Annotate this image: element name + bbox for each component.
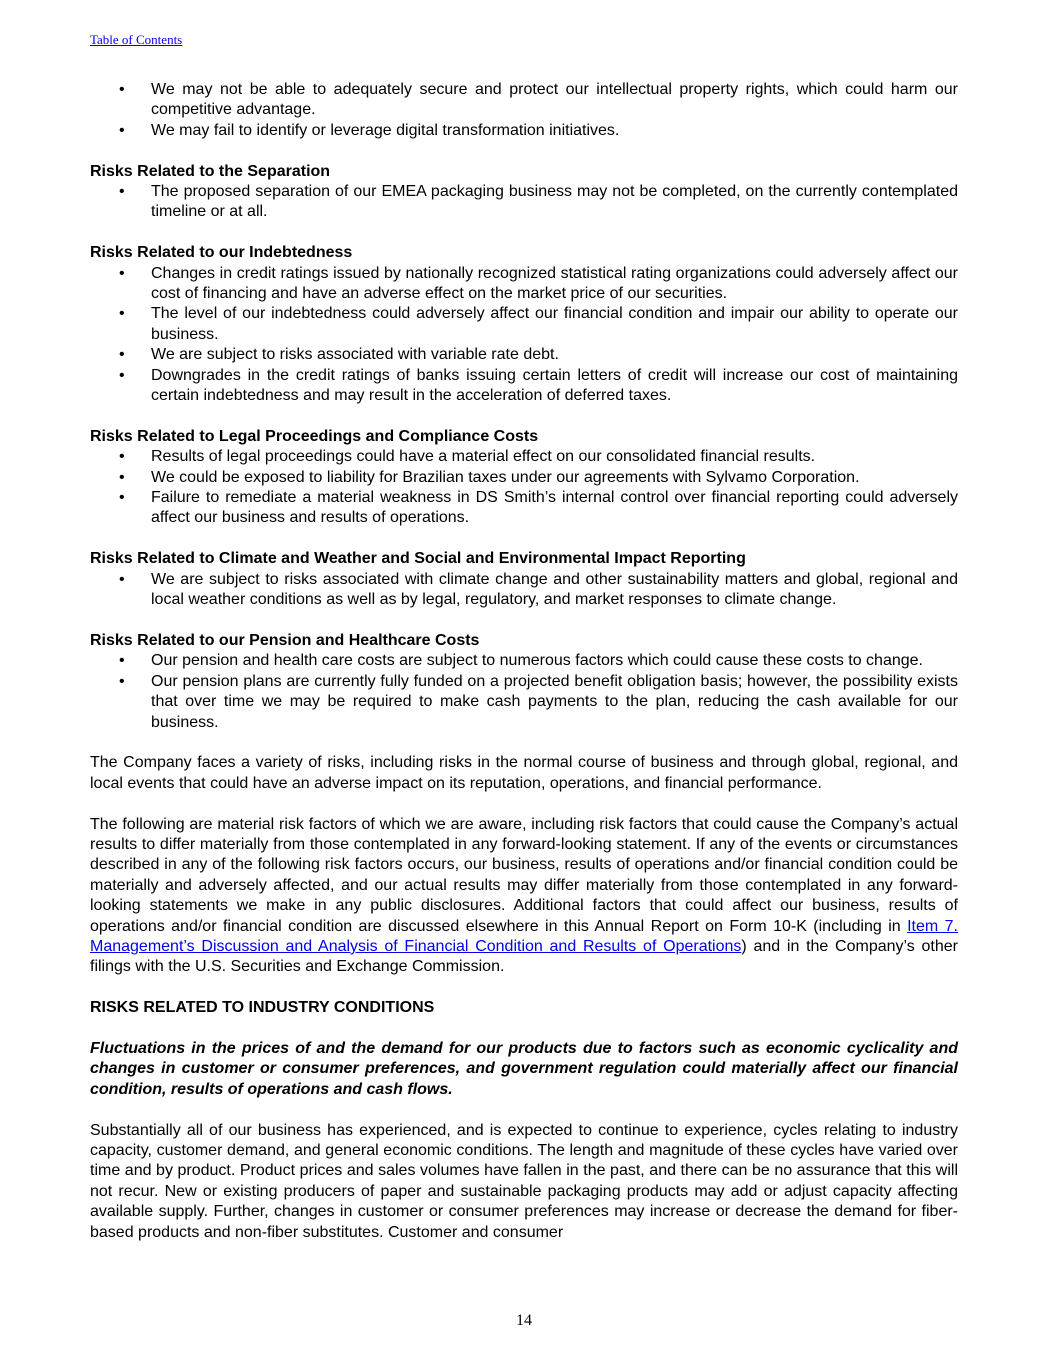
bullet-icon: •	[119, 489, 125, 507]
section-climate	[90, 549, 958, 610]
bullet-icon: •	[119, 264, 125, 282]
bullet-item: • The level of our indebtedness could adversely affect our financial condition and impair our ability to operate our business.	[119, 305, 958, 343]
body-paragraph-cyclicality: Substantially all of our business has experienced, and is expected to continue to experience, cycles relating to industry capacity, customer demand, and general economic conditions. The length and magnitude of these cycles have varied over time and by product. Product prices and sales volumes have fallen in the past, and there can be no assurance that this will not recur. New or existing producers of paper and sustainable packaging products may add or adjust capacity affecting available supply. Further, changes in customer or consumer preferences may increase or decrease the demand for fiber-based products and non-fiber substitutes. Customer and consumer	[90, 1121, 958, 1241]
bullet-item: • We may not be able to adequately secure and protect our intellectual property rights, which could harm our competitive advantage.	[119, 81, 958, 119]
section-separation	[90, 162, 958, 223]
section-heading: Risks Related to our Indebtedness	[90, 244, 353, 262]
bullet-icon: •	[119, 652, 125, 670]
page-number: 14	[516, 1312, 532, 1329]
bullet-list	[90, 182, 958, 223]
bullet-item: • Downgrades in the credit ratings of banks issuing certain letters of credit will increase our cost of maintaining certain indebtedness and may result in the acceleration of deferred taxes.	[119, 366, 958, 405]
bullet-icon: •	[119, 81, 125, 98]
bullet-list	[90, 264, 958, 407]
section-heading: Risks Related to the Separation	[90, 162, 331, 180]
bullet-icon: •	[119, 672, 125, 690]
body-paragraph-material-risk-factors: The following are material risk factors of which we are aware, including risk factors that could cause the Company’s actual results to differ materially from those contemplated in any forward-looking statement. If any of the events or circumstances described in any of the following risk factors occurs, our business, results of operations and/or financial condition could be materially and adversely affected, and our actual results may differ materially from those contemplated in any forward-looking statements we make in any public disclosures. Additional factors that could affect our business, results of operations and/or financial condition are discussed elsewhere in this Annual Report on Form 10-K (including in Item 7. Management’s Discussion and Analysis of Financial Condition and Results of Operations) and in the Company’s other filings with the U.S. Securities and Exchange Commission.	[90, 815, 959, 976]
intro-bullet-list	[90, 80, 958, 141]
bullet-item: • Our pension and health care costs are subject to numerous factors which could cause these costs to change.	[90, 651, 958, 671]
bullet-item: • The proposed separation of our EMEA packaging business may not be completed, on the currently contemplated timeline or at all.	[119, 183, 958, 221]
bullet-list	[90, 651, 958, 733]
bullet-icon: •	[119, 121, 125, 139]
body-paragraph-risks-overview: The Company faces a variety of risks, including risks in the normal course of business and through global, regional, and local events that could have an adverse impact on its reputation, operations, and financial performance.	[90, 754, 958, 792]
risk-factor-heading: Fluctuations in the prices of and the demand for our products due to factors such as economic cyclicality and changes in customer or consumer preferences, and government regulation could materially affect our financial condition, results of operations and cash flows.	[90, 1039, 958, 1098]
bullet-list	[90, 570, 958, 611]
bullet-list	[90, 447, 958, 529]
bullet-item: • Our pension plans are currently fully funded on a projected benefit obligation basis; however, the possibility exists that over time we may be required to make cash payments to the plan, reducing the cash available for our business.	[119, 672, 958, 731]
bullet-item: • We could be exposed to liability for Brazilian taxes under our agreements with Sylvamo Corporation.	[90, 468, 958, 488]
bullet-item: • We may fail to identify or leverage digital transformation initiatives.	[90, 121, 958, 141]
section-heading: Risks Related to Climate and Weather and Social and Environmental Impact Reporting	[90, 550, 746, 568]
bullet-item: • Results of legal proceedings could have a material effect on our consolidated financial results.	[90, 447, 958, 467]
item-7-mdna-link[interactable]: Item 7. Management’s Discussion and Analysis of Financial Condition and Results of Operations	[90, 917, 959, 955]
bullet-item: • Failure to remediate a material weakness in DS Smith’s internal control over financial reporting could adversely affect our business and results of operations.	[119, 489, 958, 527]
section-heading: Risks Related to our Pension and Healthcare Costs	[90, 631, 480, 649]
bullet-item: • We are subject to risks associated with variable rate debt.	[90, 345, 958, 365]
section-pension	[90, 631, 958, 733]
bullet-item: • We are subject to risks associated with climate change and other sustainability matters and global, regional and local weather conditions as well as by legal, regulatory, and market responses to climate change.	[119, 570, 958, 609]
bullet-icon: •	[119, 448, 125, 466]
bullet-icon: •	[119, 468, 125, 486]
bullet-icon: •	[119, 305, 125, 323]
section-indebtedness	[90, 243, 958, 406]
table-of-contents-link[interactable]: Table of Contents	[90, 32, 183, 47]
bullet-icon: •	[119, 570, 125, 588]
bullet-item: • Changes in credit ratings issued by nationally recognized statistical rating organizations could adversely affect our cost of financing and have an adverse effect on the market price of our securities.	[119, 264, 958, 303]
document-content	[90, 80, 958, 1243]
bullet-icon: •	[119, 346, 125, 364]
bullet-icon: •	[119, 366, 125, 384]
bullet-icon: •	[119, 183, 125, 201]
section-heading: Risks Related to Legal Proceedings and Compliance Costs	[90, 427, 539, 445]
section-legal-proceedings	[90, 427, 958, 529]
industry-conditions-heading: RISKS RELATED TO INDUSTRY CONDITIONS	[90, 999, 435, 1017]
